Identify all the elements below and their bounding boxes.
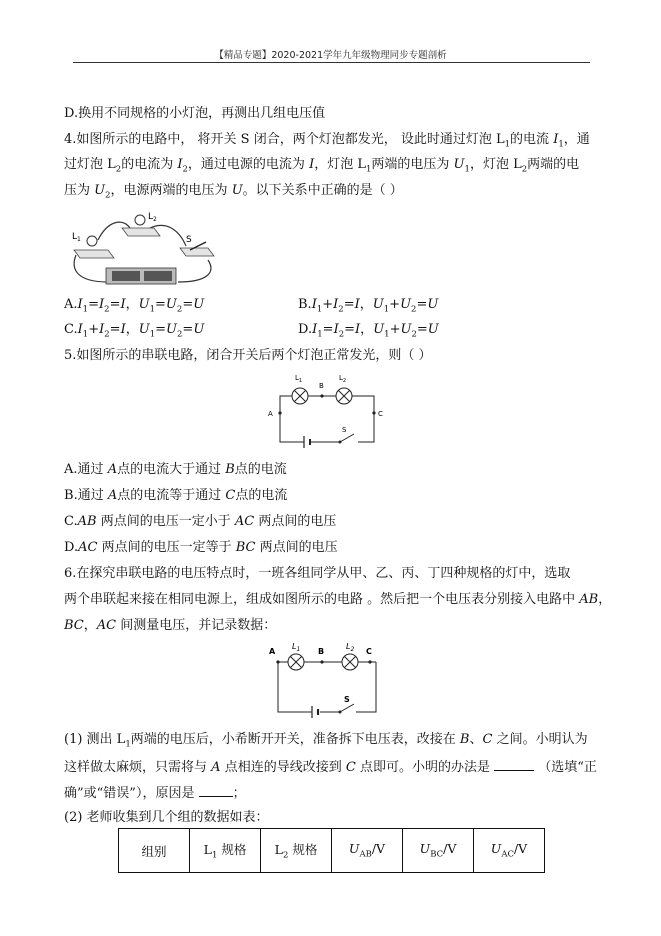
q6-fig-c: C — [366, 647, 372, 656]
th-group: 组别 — [119, 829, 190, 873]
q4-l2-base — [122, 228, 160, 236]
q6-part2: (2) 老师收集到几个组的数据如表： — [64, 810, 269, 825]
q6-fig-s: S — [344, 695, 350, 704]
q5-wire — [280, 398, 304, 442]
q4-line3: 压为 $U_2$，电源两端的电压为 U。以下关系中正确的是（ ） — [64, 183, 403, 201]
q6-line2: 两个串联起来接在相同电源上，组成如图所示的电路 。然后把一个电压表分别接入电路中 AB， — [64, 592, 612, 607]
q4-wire — [178, 260, 211, 282]
q5-fig-b: B — [319, 382, 324, 390]
q5-fig-s: S — [342, 426, 347, 434]
q6-switch — [340, 704, 354, 712]
q4-fig-l2-label: $L_2$ — [148, 212, 157, 223]
q5-fig-a: A — [268, 410, 273, 418]
q6-fig-l1: $L_1$ — [292, 642, 301, 653]
q6-line1: 6.在探究串联电路的电压特点时，一班各组同学从甲、乙、丙、丁四种规格的灯中，选取 — [64, 566, 571, 581]
q4-l1-base — [74, 250, 114, 258]
q6-switch-pivot — [339, 711, 342, 714]
q6-wire — [356, 662, 376, 712]
th-l2: $L_2$ 规格 — [261, 829, 332, 873]
q4-switch-base — [180, 248, 214, 256]
q6-fig-b: B — [318, 647, 325, 656]
th-uab: $U_{AB}/V$ — [332, 829, 403, 873]
q5-option-d: D.AC 两点间的电压一定等于 BC 两点间的电压 — [64, 540, 338, 555]
q5-circuit-figure — [262, 368, 394, 448]
q5-wire — [280, 396, 292, 398]
answer-blank-1[interactable] — [494, 758, 534, 771]
q6-fig-l2: $L_2$ — [346, 642, 355, 653]
q6-node-a — [276, 660, 279, 663]
q4-battery-1 — [112, 271, 140, 281]
q4-l2-bulb — [135, 215, 145, 225]
q6-node-c — [368, 660, 371, 663]
q6-part1-line3: 确”或“错误”），原因是 ； — [64, 786, 246, 801]
q4-circuit-figure — [68, 210, 218, 286]
th-ubc: $U_{BC}/V$ — [403, 829, 474, 873]
q5-option-b: B.通过 A点的电流等于通过 C点的电流 — [64, 488, 288, 503]
q6-line3: BC，AC 间测量电压，并记录数据： — [64, 618, 277, 633]
q6-node-b — [320, 660, 323, 663]
q5-fig-l1: $L_1$ — [295, 374, 303, 384]
data-table — [118, 828, 545, 873]
q5-node-a — [278, 411, 281, 414]
q5-fig-l2: $L_2$ — [339, 374, 347, 384]
q5-fig-c: C — [378, 410, 383, 418]
q5-wire — [358, 398, 374, 442]
q4-option-c: $C.I_1+I_2=I$，$U_1=U_2=U$ — [64, 322, 205, 340]
q4-wire — [74, 255, 108, 282]
answer-blank-2[interactable] — [199, 784, 233, 797]
th-l1: $L_1$ 规格 — [190, 829, 261, 873]
th-uac: $U_{AC}/V$ — [474, 829, 545, 873]
q4-option-d: $D.I_1=I_2=I$，$U_1+U_2=U$ — [298, 322, 439, 340]
q5-node-c — [372, 411, 375, 414]
q4-option-b: $B.I_1+I_2=I$，$U_1+U_2=U$ — [298, 297, 439, 315]
q4-fig-s-label: S — [186, 235, 192, 245]
q5-node-b — [320, 394, 323, 397]
q5-option-c: C.AB 两点间的电压一定小于 AC 两点间的电压 — [64, 514, 337, 529]
q4-option-a: $A.I_1=I_2=I$，$U_1=U_2=U$ — [64, 297, 205, 315]
table-header-row — [119, 829, 545, 873]
header-rule — [73, 62, 590, 63]
q4-line2: 过灯泡 $L_2$的电流为 $I_2$，通过电源的电流为 I，灯泡 $L_1$两端的电压为 $U_1$，灯泡 $L_2$两端的电 — [64, 157, 580, 175]
q4-line1: 4.如图所示的电路中， 将开关 S 闭合，两个灯泡都发光， 设此时通过灯泡 $L_1$的电流 $I_1$，通 — [64, 132, 590, 150]
q4-l1-bulb — [87, 236, 97, 246]
q5-switch — [340, 434, 354, 442]
prev-option-d: D.换用不同规格的小灯泡，再测出几组电压值 — [64, 106, 326, 121]
q6-part1-line1: (1) 测出 $L_1$两端的电压后，小希断开开关，准备拆下电压表，改接在 B、C 之间。小明认为 — [64, 732, 588, 750]
q6-part1-line2: 这样做太麻烦，只需将与 A 点相连的导线改接到 C 点即可。小明的办法是 （选填“正 — [64, 760, 597, 775]
page-header: 【精品专题】2020-2021学年九年级物理同步专题剖析 — [214, 50, 447, 61]
q5-option-a: A.通过 A点的电流大于通过 B点的电流 — [64, 462, 287, 477]
q4-battery-2 — [144, 271, 172, 281]
q5-switch-pivot — [339, 441, 342, 444]
q5-stem: 5.如图所示的串联电路，闭合开关后两个灯泡正常发光，则（ ） — [64, 348, 432, 363]
q5-wire — [352, 396, 374, 398]
q4-fig-l1-label: $L_1$ — [72, 232, 81, 243]
q6-fig-a: A — [269, 647, 276, 656]
q6-circuit-figure — [262, 640, 394, 724]
